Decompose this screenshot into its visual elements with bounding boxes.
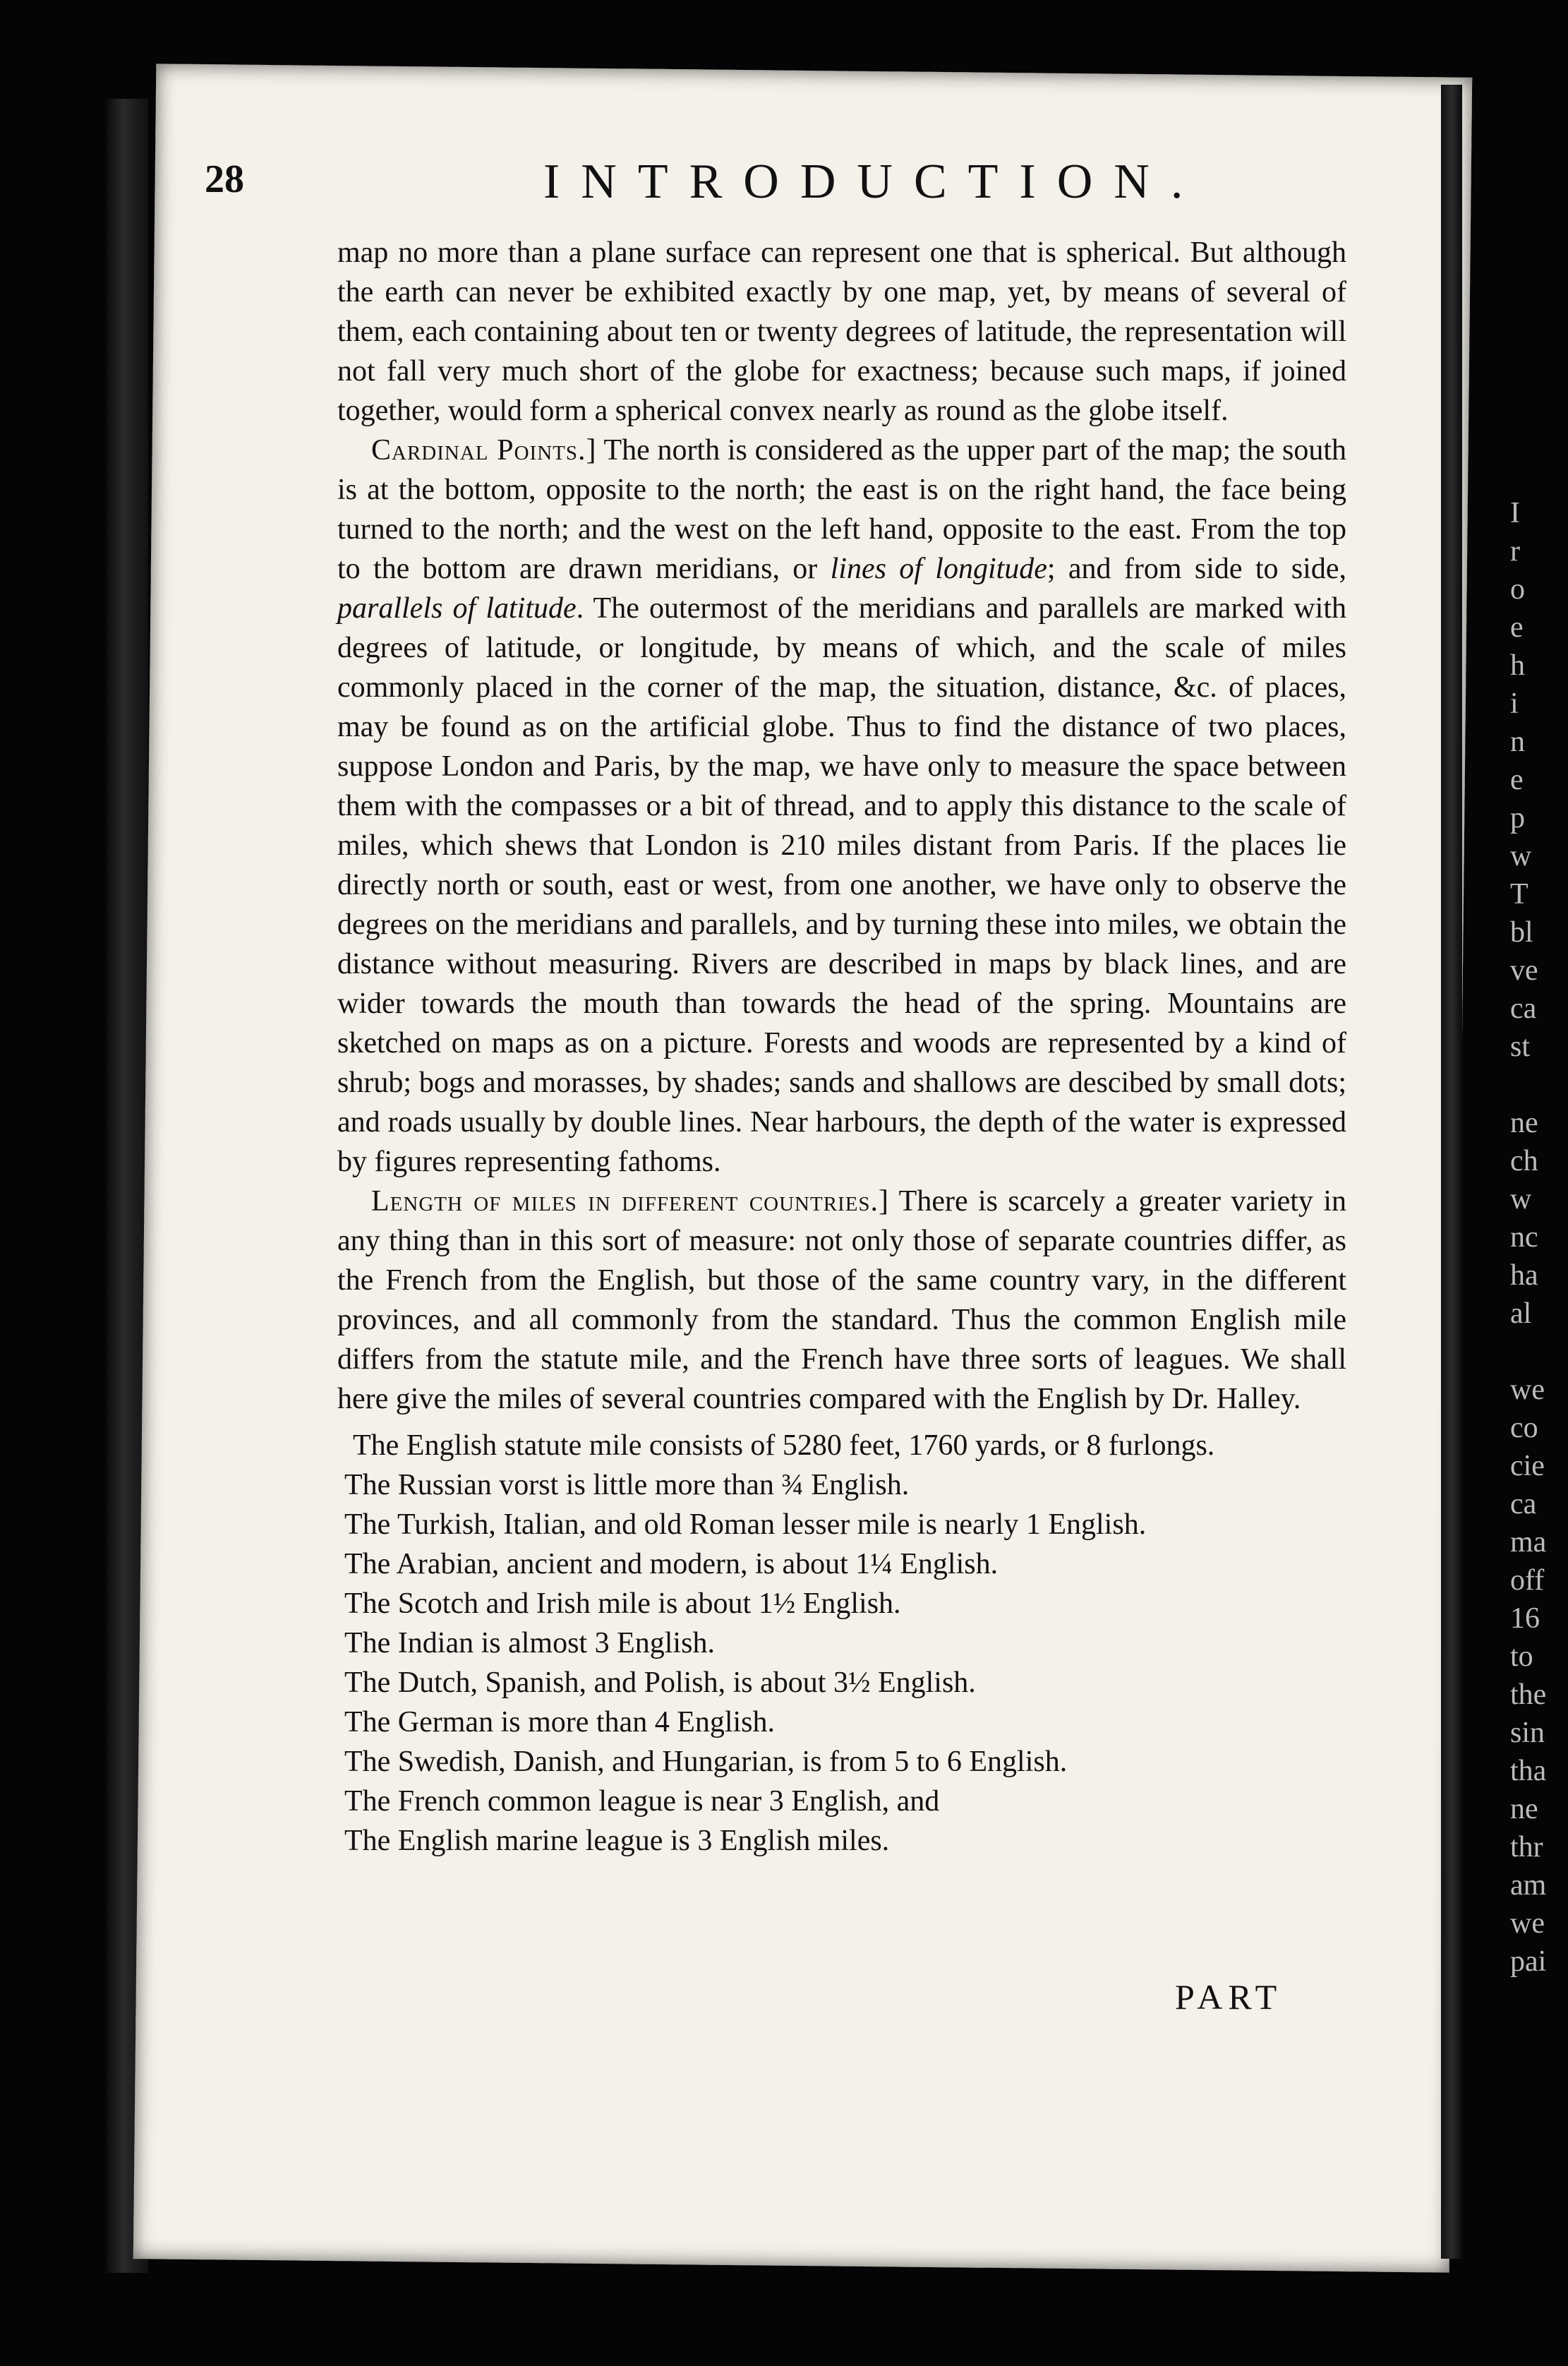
facing-page-fragment: st — [1510, 1031, 1531, 1063]
facing-page-fragment: I — [1510, 497, 1520, 529]
facing-page-fragment: pai — [1510, 1945, 1547, 1978]
facing-page-fragment: off — [1510, 1564, 1545, 1597]
facing-page-fragment: ha — [1510, 1259, 1538, 1292]
facing-page-fragment: we — [1510, 1374, 1545, 1406]
facing-page-fragment: ca — [1510, 1488, 1537, 1520]
facing-page-fragment: we — [1510, 1907, 1545, 1940]
facing-page-fragment: tha — [1510, 1755, 1547, 1787]
list-item: The Dutch, Spanish, and Polish, is about 3½ English. — [344, 1667, 976, 1699]
facing-page-fragment: e — [1510, 764, 1524, 796]
facing-page-fragment: ne — [1510, 1107, 1538, 1139]
list-item: The Indian is almost 3 English. — [344, 1627, 715, 1659]
facing-page-fragment: r — [1510, 535, 1520, 568]
facing-page-fragment: o — [1510, 573, 1525, 606]
list-item: The Russian vorst is little more than ¾ English. — [344, 1469, 910, 1501]
facing-page-fragment: al — [1510, 1297, 1532, 1330]
facing-page-fragment: h — [1510, 649, 1525, 682]
list-item: The Scotch and Irish mile is about 1½ English. — [344, 1587, 901, 1620]
facing-page-fragment: thr — [1510, 1831, 1543, 1863]
facing-page-fragment: e — [1510, 611, 1524, 644]
facing-page-fragment: 16 — [1510, 1602, 1540, 1635]
facing-page-fragment: the — [1510, 1679, 1547, 1711]
cardinal-text-b: ; and from side to side, — [1047, 553, 1346, 585]
facing-page-fragment: ve — [1510, 954, 1538, 987]
facing-page-fragment: nc — [1510, 1221, 1538, 1254]
paragraph-continuation: map no more than a plane surface can represent one that is spherical. But although the earth can never be exhibited exactly by one map, yet, by means of several of them, each containing about ten or twenty degrees of latitude, the representation will not fall very much short of the globe for exactness; because such maps, if joined together, would form a spherical convex nearly as round as the globe itself. — [337, 236, 1346, 427]
list-item: The German is more than 4 English. — [344, 1706, 776, 1739]
facing-page-fragment: T — [1510, 878, 1528, 911]
facing-page-fragments — [1510, 494, 1568, 1978]
list-item: The French common league is near 3 English, and — [344, 1785, 940, 1818]
facing-page-fragment: p — [1510, 802, 1525, 834]
list-item: The Swedish, Danish, and Hungarian, is from 5 to 6 English. — [344, 1746, 1068, 1778]
facing-page-fragment: co — [1510, 1412, 1538, 1444]
facing-page-fragment: i — [1510, 687, 1519, 720]
page-number: 28 — [205, 157, 244, 201]
facing-page-fragment — [1510, 1333, 1568, 1371]
page-header — [205, 157, 1376, 220]
running-head: INTRODUCTION. — [543, 155, 1205, 209]
length-text: There is scarcely a greater variety in any thing than in this sort of measure: not only those of separate countries differ, as the French from the English, but those of the same country vary, in the different provinces, and all commonly from the standard. Thus the common English mile differs from the statute mile, and the French have three sorts of leagues. We shall here give the miles of several countries compared with the English by Dr. Halley. — [337, 1185, 1346, 1415]
cardinal-italic-latitude: parallels of latitude — [337, 592, 577, 625]
catchword: PART — [1175, 1977, 1283, 2017]
list-item: The Arabian, ancient and modern, is about 1¼ English. — [344, 1548, 999, 1580]
facing-page-fragment: ch — [1510, 1145, 1538, 1177]
page-edge-shadow — [1441, 85, 1462, 2259]
facing-page-fragment: w — [1510, 840, 1532, 872]
list-item: The Turkish, Italian, and old Roman lesser mile is nearly 1 English. — [344, 1508, 1147, 1541]
facing-page-fragment: bl — [1510, 916, 1533, 949]
facing-page-fragment: am — [1510, 1869, 1547, 1902]
facing-page-fragment: n — [1510, 726, 1525, 758]
paragraph-cardinal-points — [337, 431, 1346, 1182]
facing-page-fragment: ca — [1510, 992, 1537, 1025]
paragraph-length-of-miles — [337, 1182, 1346, 1419]
list-item: The English marine league is 3 English miles. — [344, 1825, 890, 1857]
cardinal-text-a: The north is considered as the upper part of the map; the south is at the bottom, opposite to the north; the east is on the right hand, the face being turned to the north; and the west on the left hand, opposite to the east. From the top to the bottom are drawn meridians, or — [337, 434, 1346, 585]
page-body — [337, 233, 1346, 1861]
cardinal-italic-longitude: lines of longitude — [830, 553, 1047, 585]
section-heading-length-of-miles: Length of miles in different countries.] — [371, 1185, 890, 1218]
cardinal-text-c: . The outermost of the meridians and parallels are marked with degrees of latitude, or longitude, by means of which, and the scale of miles commonly placed in the corner of the map, the situation, distance, &c. of places, may be found as on the artificial globe. Thus to find the distance of two places, suppose London and Paris, by the map, we have only to measure the space between them with the compasses or a bit of thread, and to apply this distance to the scale of miles, which shews that London is 210 miles distant from Paris. If the places lie directly north or south, east or west, from one another, we have only to observe the degrees on the meridians and parallels, and by turning these into miles, we obtain the distance without measuring. Rivers are described in maps by black lines, and are wider towards the mouth than towards the head of the spring. Mountains are sketched on maps as on a picture. Forests and woods are represented by a kind of shrub; bogs and morasses, by shades; sands and shallows are descibed by small dots; and roads usually by double lines. Near harbours, the depth of the water is expressed by figures representing fathoms. — [337, 592, 1347, 1178]
section-heading-cardinal-points: Cardinal Points.] — [371, 434, 597, 467]
miles-list — [337, 1426, 1346, 1861]
facing-page-fragment: ma — [1510, 1526, 1547, 1559]
facing-page-fragment: to — [1510, 1640, 1533, 1673]
list-item: The English statute mile consists of 5280 feet, 1760 yards, or 8 furlongs. — [353, 1429, 1215, 1462]
facing-page-fragment: sin — [1510, 1717, 1545, 1749]
facing-page-fragment: ne — [1510, 1793, 1538, 1825]
facing-page-fragment: cie — [1510, 1450, 1545, 1482]
facing-page-fragment — [1510, 1066, 1568, 1104]
facing-page-fragment: w — [1510, 1183, 1532, 1215]
